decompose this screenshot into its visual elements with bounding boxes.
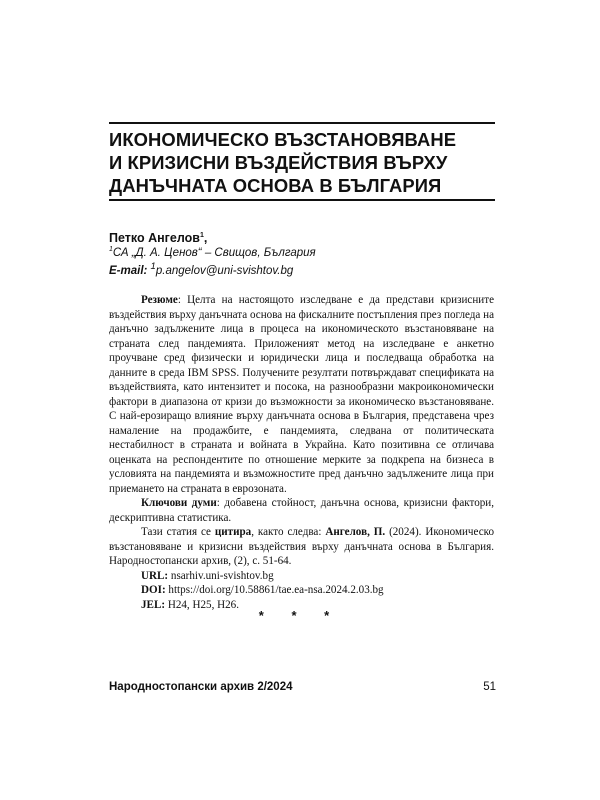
citation-prefix: Тази статия се	[141, 526, 215, 538]
abstract-text: : Целта на настоящото изследване е да представи кризисните въздействия върху данъчната основа на фискалните постъпления през погледа на данъчно задължените лица в процеса на икономическото възстановяване на страната след пандемията. Приложеният метод на изследване е анкетно проучване сред физически и юридически лица и последваща обработка на данните в среда IBM SPSS. Получените резултати потвърждават спецификата на въздействията, като интензитет и посока, на разнообразни макроикономически фактори в диапазона от кризи до възможности за икономическо възстановяване. С най-ерозиращо влияние върху данъчната основа в България, представена чрез намаление на продажбите, е пандемията, следвана от политическата нестабилност в страната и войната в Украйна. Като позитивна се отличава оценката на респондентите по отношение мерките за подкрепа на бизнеса в условията на пандемията и възможностите пред данъчно задължените лица при приемането на страната в еврозоната.	[109, 294, 494, 495]
url-label: URL:	[141, 569, 169, 582]
author-block	[109, 231, 316, 278]
author-comma: ,	[203, 231, 208, 245]
doi-link[interactable]: https://doi.org/10.58861/tae.ea-nsa.2024.2.03.bg	[165, 584, 384, 596]
citation-middle: , както следва:	[251, 526, 326, 538]
email-sup: 1	[150, 261, 156, 272]
citation-author: Ангелов, П.	[325, 526, 386, 538]
title-line-2: И КРИЗИСНИ ВЪЗДЕЙСТВИЯ ВЪРХУ	[109, 152, 448, 173]
title-line-1: ИКОНОМИЧЕСКО ВЪЗСТАНОВЯВАНЕ	[109, 129, 457, 150]
title-rule-top	[109, 122, 495, 124]
author-name: Петко Ангелов	[109, 231, 200, 245]
section-separator: * * *	[258, 608, 342, 623]
keywords-label: Ключови думи	[141, 497, 217, 509]
citation-bold: цитира	[214, 526, 252, 538]
abstract-block	[109, 293, 494, 612]
author-line	[109, 231, 316, 246]
citation-paragraph	[109, 525, 494, 569]
author-sup: 1	[199, 231, 204, 239]
article-title	[109, 128, 509, 197]
citation-rest: (2024). Икономическо възстановяване и кризисни въздействия върху данъчната основа в България. Народностопански архив, (2), с. 51-64.	[109, 526, 495, 567]
footer-page-number: 51	[483, 681, 496, 693]
email-line	[109, 260, 316, 278]
jel-label: JEL:	[141, 598, 166, 611]
url-line	[109, 569, 494, 584]
footer-journal: Народностопански архив 2/2024	[109, 681, 293, 693]
abstract-label: Резюме	[141, 294, 178, 306]
affiliation-sup: 1	[109, 246, 113, 254]
doi-label: DOI:	[141, 584, 166, 596]
email-link[interactable]: p.angelov@uni-svishtov.bg	[155, 264, 294, 277]
keywords-paragraph	[109, 496, 494, 525]
keywords-text: : добавена стойност, данъчна основа, кризисни фактори, дескриптивна статистика.	[109, 497, 494, 524]
jel-codes: H24, H25, H26.	[165, 598, 240, 611]
abstract-paragraph	[109, 293, 494, 496]
title-rule-bottom	[109, 199, 495, 201]
title-line-3: ДАНЪЧНАТА ОСНОВА В БЪЛГАРИЯ	[109, 175, 442, 196]
doi-line	[109, 583, 494, 598]
affiliation-text: СА „Д. А. Ценов“ – Свищов, България	[112, 247, 316, 259]
url-link[interactable]: nsarhiv.uni-svishtov.bg	[168, 569, 274, 582]
affiliation	[109, 246, 316, 260]
email-label: E-mail:	[109, 264, 148, 277]
